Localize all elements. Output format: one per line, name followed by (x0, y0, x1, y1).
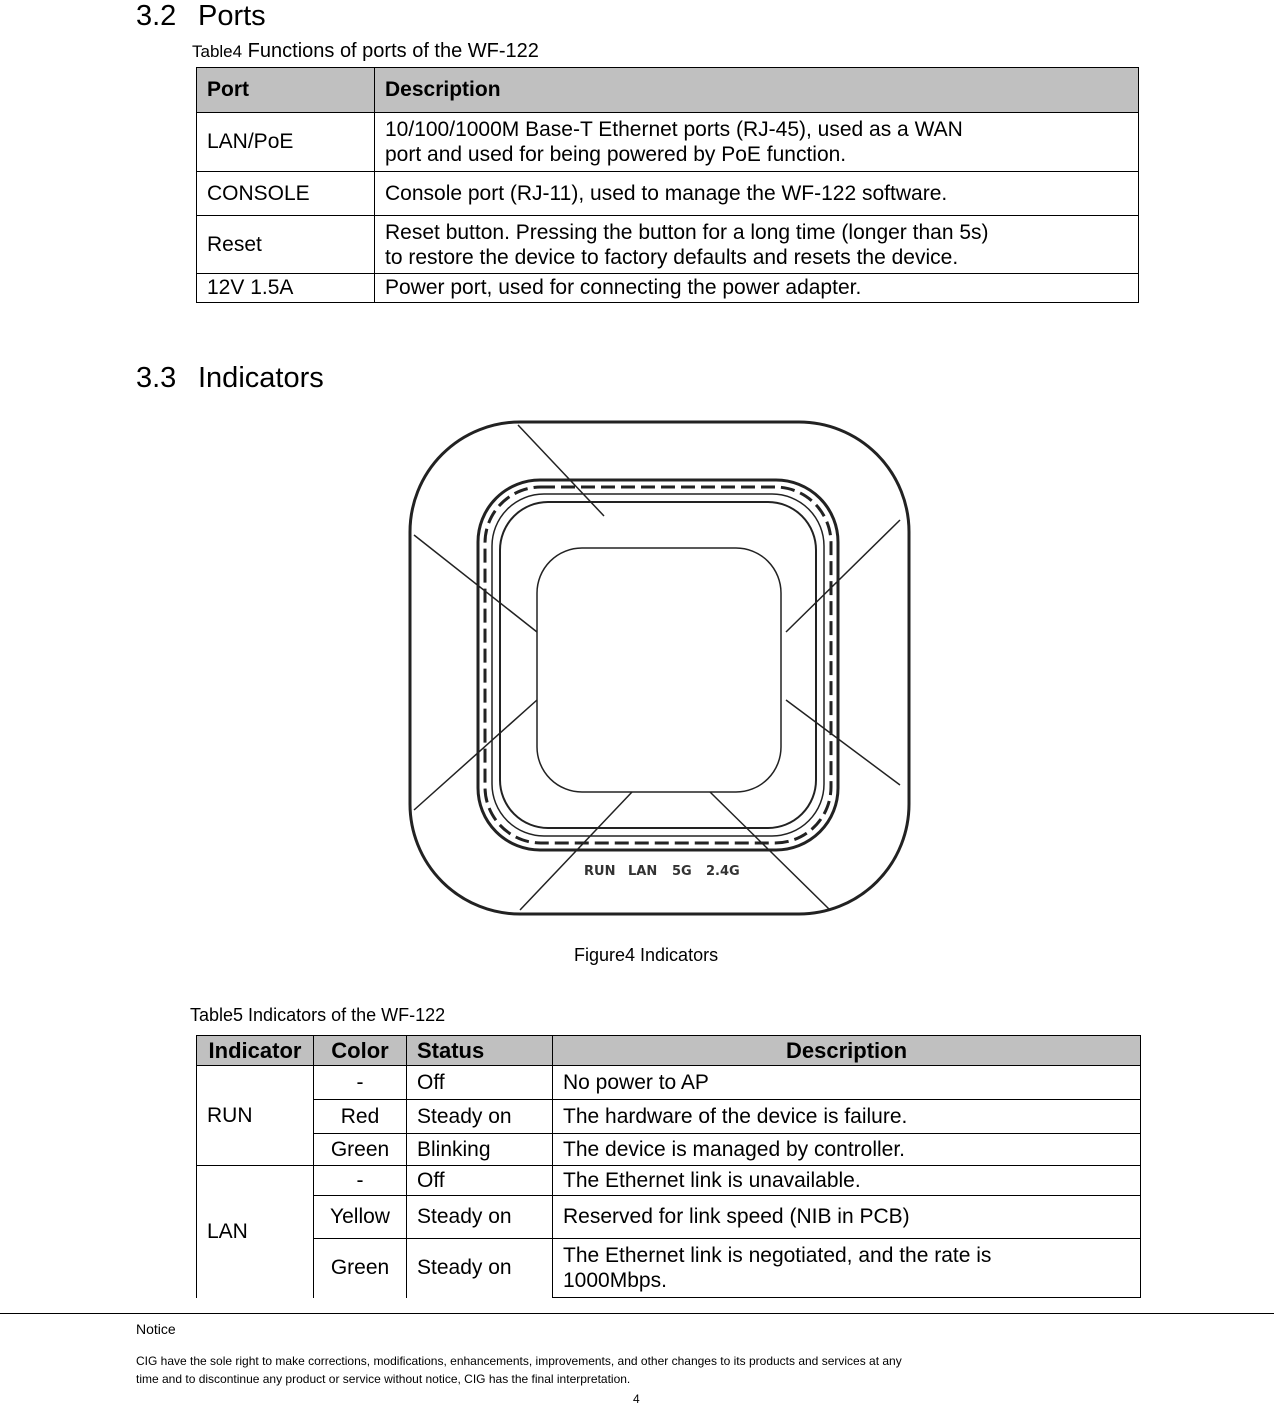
status-cell: Off (407, 1066, 553, 1100)
led-label-lan: LAN (628, 864, 658, 879)
ap-device-illustration (400, 410, 920, 930)
description-line: port and used for being powered by PoE function. (385, 143, 847, 166)
port-cell: CONSOLE (197, 172, 375, 216)
device-radial-lines (414, 425, 900, 910)
table-row (197, 274, 1139, 303)
header-indicator: Indicator (197, 1036, 314, 1066)
table-header-row (197, 68, 1139, 113)
led-label-run: RUN (584, 864, 616, 879)
section-heading-indicators (136, 362, 324, 395)
indicator-cell: RUN (197, 1066, 314, 1166)
color-cell: Green (314, 1134, 407, 1166)
table-row (197, 113, 1139, 172)
color-cell: Red (314, 1100, 407, 1134)
device-inner-ring (492, 494, 824, 836)
device-outer-shell (410, 422, 909, 914)
port-cell: 12V 1.5A (197, 274, 375, 303)
table-row (197, 1100, 1141, 1134)
status-cell: Steady on (407, 1196, 553, 1239)
footer-notice-line: CIG have the sole right to make corrections, modifications, enhancements, improvements, and other changes to its products and services at any (136, 1354, 902, 1368)
section-number: 3.3 (136, 362, 177, 394)
description-line: 1000Mbps. (563, 1269, 667, 1292)
status-cell: Off (407, 1166, 553, 1196)
section-title: Indicators (198, 362, 324, 394)
table-row (197, 1134, 1141, 1166)
description-cell: The hardware of the device is failure. (553, 1100, 1141, 1134)
description-cell (375, 216, 1139, 274)
description-cell: Reserved for link speed (NIB in PCB) (553, 1196, 1141, 1239)
description-cell: The device is managed by controller. (553, 1134, 1141, 1166)
led-label-24g: 2.4G (706, 864, 740, 879)
description-cell: No power to AP (553, 1066, 1141, 1100)
header-status: Status (407, 1036, 553, 1066)
description-line: Reset button. Pressing the button for a long time (longer than 5s) (385, 220, 989, 244)
header-description: Description (553, 1036, 1141, 1066)
footer-notice-title: Notice (136, 1321, 176, 1337)
header-port: Port (197, 68, 375, 113)
description-cell: The Ethernet link is unavailable. (553, 1166, 1141, 1196)
figure-caption: Figure4 Indicators (574, 945, 719, 965)
device-recess (500, 502, 816, 828)
table-row (197, 1196, 1141, 1239)
description-cell (375, 113, 1139, 172)
led-labels (584, 864, 740, 879)
header-description: Description (375, 68, 1139, 113)
color-cell: Yellow (314, 1196, 407, 1239)
page-number: 4 (633, 1392, 640, 1406)
device-center-dome (537, 548, 781, 792)
table5-caption: Table5 Indicators of the WF-122 (190, 1005, 446, 1025)
color-cell: Green (314, 1239, 407, 1298)
section-title: Ports (198, 0, 266, 32)
description-cell: Power port, used for connecting the power adapter. (375, 274, 1139, 303)
description-line: to restore the device to factory defaults and resets the device. (385, 245, 959, 269)
footer-divider (0, 1313, 1274, 1314)
status-cell: Blinking (407, 1134, 553, 1166)
table-row (197, 1066, 1141, 1100)
indicator-cell: LAN (197, 1166, 314, 1298)
device-outer-ring (478, 480, 838, 850)
indicators-table (196, 1035, 1141, 1298)
led-label-5g: 5G (672, 864, 692, 879)
ports-table (196, 67, 1139, 303)
header-color: Color (314, 1036, 407, 1066)
color-cell: - (314, 1166, 407, 1196)
table4-caption-text: Functions of ports of the WF-122 (247, 40, 539, 62)
table-row (197, 1166, 1141, 1196)
description-cell (553, 1239, 1141, 1298)
footer-notice-line: time and to discontinue any product or service without notice, CIG has the final interpretation. (136, 1372, 631, 1386)
color-cell: - (314, 1066, 407, 1100)
table-row (197, 172, 1139, 216)
port-cell: Reset (197, 216, 375, 274)
section-number: 3.2 (136, 0, 177, 32)
description-line: The Ethernet link is negotiated, and the rate is (563, 1244, 992, 1267)
table-row (197, 216, 1139, 274)
description-cell: Console port (RJ-11), used to manage the WF-122 software. (375, 172, 1139, 216)
table4-caption-prefix: Table4 (192, 42, 243, 61)
port-cell: LAN/PoE (197, 113, 375, 172)
table-row (197, 1239, 1141, 1298)
status-cell: Steady on (407, 1100, 553, 1134)
description-line: 10/100/1000M Base-T Ethernet ports (RJ-45), used as a WAN (385, 118, 963, 141)
table-header-row (197, 1036, 1141, 1066)
table4-caption (192, 40, 539, 63)
section-heading-ports (136, 0, 266, 33)
status-cell: Steady on (407, 1239, 553, 1298)
